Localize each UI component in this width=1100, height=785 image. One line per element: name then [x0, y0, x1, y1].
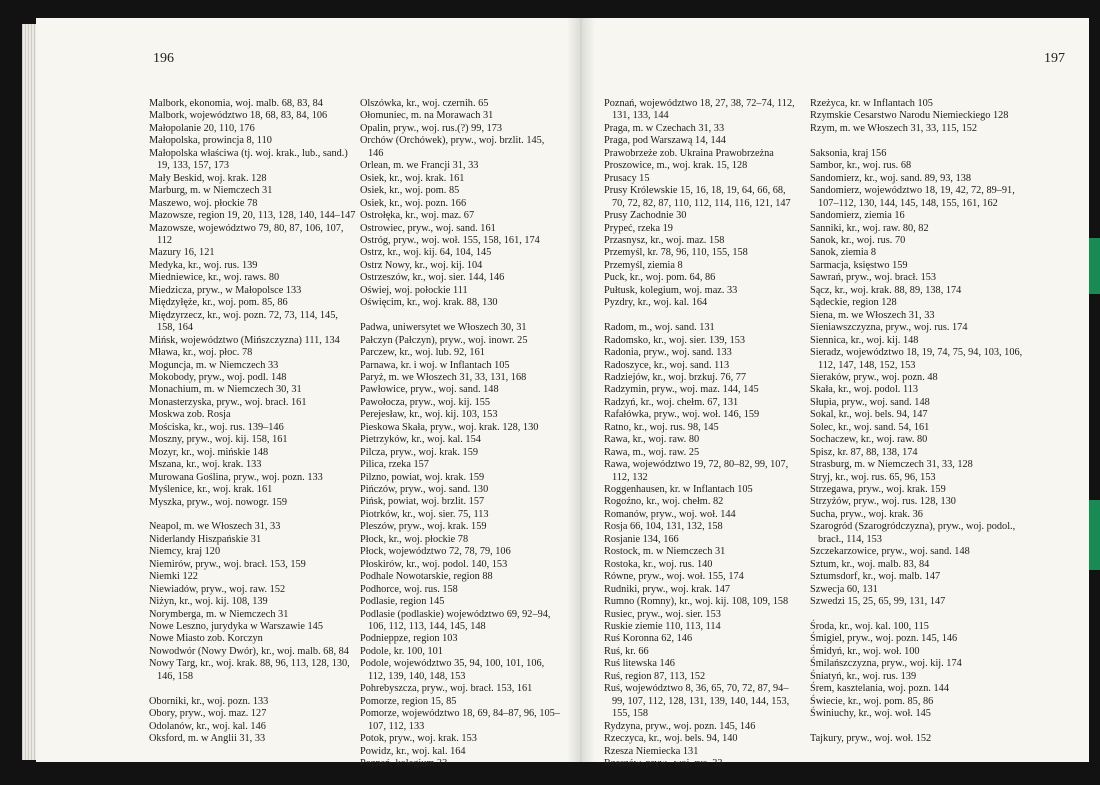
index-entry: Monasterzyska, pryw., woj. bracł. 161	[149, 396, 307, 408]
index-entry: Mały Beskid, woj. krak. 128	[149, 172, 267, 184]
index-entry: Płock, województwo 72, 78, 79, 106	[360, 546, 511, 558]
index-entry: Oświej, woj. połockie 111	[360, 284, 468, 296]
index-entry: Sądeckie, region 128	[810, 297, 897, 309]
index-entry: Marburg, m. w Niemczech 31	[149, 185, 273, 197]
index-entry: Rostoka, kr., woj. rus. 140	[604, 558, 713, 570]
index-entry: Ostrz, kr., woj. kij. 64, 104, 145	[360, 247, 492, 259]
index-entry: Praga, pod Warszawą 14, 144	[604, 135, 726, 147]
index-entry: Paryż, m. we Włoszech 31, 33, 131, 168	[360, 371, 527, 383]
index-entry: Strzyżów, pryw., woj. rus. 128, 130	[810, 496, 956, 508]
section-gap	[810, 609, 1036, 621]
index-entry: Szczekarzowice, pryw., woj. sand. 148	[810, 546, 970, 558]
index-entry: Ostróg, pryw., woj. woł. 155, 158, 161, 174	[360, 234, 540, 246]
index-entry: Rzymskie Cesarstwo Narodu Niemieckiego 128	[810, 110, 1009, 122]
index-entry: Rzeżyca, kr. w Inflantach 105	[810, 98, 933, 109]
index-entry: Poznań, kolegium 33	[360, 758, 448, 769]
index-entry: Ostrołęka, kr., woj. maz. 67	[360, 210, 475, 222]
index-entry: Pohrebyszcza, pryw., woj. bracł. 153, 161	[360, 683, 533, 695]
index-entry: Nowe Miasto zob. Korczyn	[149, 633, 263, 645]
index-entry: Podhorce, woj. rus. 158	[360, 583, 458, 595]
index-entry: Śmidyń, kr., woj. woł. 100	[810, 645, 920, 657]
index-entry: Radomsko, kr., woj. sier. 139, 153	[604, 334, 746, 346]
index-entry: Płock, kr., woj. płockie 78	[360, 533, 469, 545]
index-entry: Niderlandy Hiszpańskie 31	[149, 533, 262, 545]
index-entry: Pomorze, województwo 18, 69, 84–87, 96, 105–107, 112, 133	[360, 708, 560, 732]
left-page	[36, 18, 581, 769]
index-entry: Strzegawa, pryw., woj. krak. 159	[810, 484, 946, 496]
index-entry: Powidz, kr., woj. kal. 164	[360, 745, 466, 757]
index-entry: Ruś, województwo 8, 36, 65, 70, 72, 87, 94–99, 107, 112, 128, 131, 139, 140, 144, 153, 155, 158	[604, 683, 790, 720]
index-entry: Rostock, m. w Niemczech 31	[604, 546, 726, 558]
index-entry: Sandomierz, ziemia 16	[810, 210, 905, 222]
index-entry: Śniatyń, kr., woj. rus. 139	[810, 670, 917, 682]
book-spine	[567, 18, 595, 762]
index-entry: Mszana, kr., woj. krak. 133	[149, 459, 262, 471]
index-entry: Monachium, m. w Niemczech 30, 31	[149, 384, 302, 396]
index-entry: Sanok, ziemia 8	[810, 247, 877, 259]
index-entry: Sieraków, pryw., woj. pozn. 48	[810, 371, 938, 383]
index-entry: Rosjanie 134, 166	[604, 533, 679, 545]
index-entry: Padwa, uniwersytet we Włoszech 30, 31	[360, 322, 527, 334]
index-entry: Oborniki, kr., woj. pozn. 133	[149, 695, 269, 707]
index-entry: Nowe Leszno, jurydyka w Warszawie 145	[149, 621, 323, 633]
index-entry: Rawa, kr., woj. raw. 80	[604, 434, 700, 446]
index-entry: Medyka, kr., woj. rus. 139	[149, 259, 258, 271]
index-entry: Stryj, kr., woj. rus. 65, 96, 153	[810, 471, 936, 483]
index-entry: Mińsk, województwo (Mińszczyzna) 111, 134	[149, 334, 340, 346]
index-entry: Saksonia, kraj 156	[810, 147, 887, 159]
index-entry: Ruskie ziemie 110, 113, 114	[604, 621, 721, 633]
index-entry: Pawołocza, pryw., woj. kij. 155	[360, 396, 491, 408]
index-entry: Mościska, kr., woj. rus. 139–146	[149, 421, 284, 433]
index-entry: Pałczyn (Pałczyn), pryw., woj. inowr. 25	[360, 334, 528, 346]
index-entry: Rzym, m. we Włoszech 31, 33, 115, 152	[810, 122, 978, 134]
index-entry: Tajkury, pryw., woj. woł. 152	[810, 733, 932, 745]
index-entry: Przasnysz, kr., woj. maz. 158	[604, 234, 725, 246]
index-entry: Rzeszów, pryw., woj. rus. 33	[604, 758, 723, 769]
index-entry: Sieniawszczyzna, pryw., woj. rus. 174	[810, 322, 968, 334]
index-entry: Myszka, pryw., woj. nowogr. 159	[149, 496, 288, 508]
index-entry: Norymberga, m. w Niemczech 31	[149, 608, 289, 620]
index-entry: Osiek, kr., woj. pozn. 166	[360, 197, 467, 209]
index-entry: Sarmacja, księstwo 159	[810, 259, 908, 271]
index-entry: Rumno (Romny), kr., woj. kij. 108, 109, 158	[604, 596, 789, 608]
index-entry: Spisz, kr. 87, 88, 138, 174	[810, 446, 918, 458]
index-entry: Siennica, kr., woj. kij. 148	[810, 334, 919, 346]
index-entry: Podhale Nowotarskie, region 88	[360, 571, 493, 583]
index-entry: Mława, kr., woj. płoc. 78	[149, 347, 253, 359]
index-entry: Mazury 16, 121	[149, 247, 215, 259]
index-entry: Ostrzeszów, kr., woj. sier. 144, 146	[360, 272, 505, 284]
index-entry: Ratno, kr., woj. rus. 98, 145	[604, 421, 719, 433]
index-entry: Murowana Goślina, pryw., woj. pozn. 133	[149, 471, 323, 483]
section-gap	[149, 509, 356, 521]
index-entry: Słupia, pryw., woj. sand. 148	[810, 396, 930, 408]
index-entry: Międzyrzecz, kr., woj. pozn. 72, 73, 114, 145, 158, 164	[149, 309, 338, 334]
index-entry: Pleszów, pryw., woj. krak. 159	[360, 521, 487, 533]
index-entry: Mokobody, pryw., woj. podl. 148	[149, 371, 287, 383]
index-entry: Prusy Zachodnie 30	[604, 210, 687, 222]
index-entry: Szwecja 60, 131	[810, 583, 878, 595]
index-entry: Puck, kr., woj. pom. 64, 86	[604, 272, 716, 284]
index-entry: Radom, m., woj. sand. 131	[604, 322, 715, 334]
index-entry: Podlasie (podlaskie) województwo 69, 92–94, 106, 112, 113, 144, 145, 148	[360, 608, 551, 633]
index-entry: Strasburg, m. w Niemczech 31, 33, 128	[810, 459, 973, 471]
index-entry: Rafałówka, pryw., woj. woł. 146, 159	[604, 409, 760, 421]
section-gap	[810, 721, 1036, 733]
index-entry: Sztumsdorf, kr., woj. malb. 147	[810, 571, 941, 583]
index-entry: Prusacy 15	[604, 172, 650, 184]
index-entry: Rusiec, pryw., woj. sier. 153	[604, 608, 721, 620]
index-entry: Międzyłęże, kr., woj. pom. 85, 86	[149, 297, 288, 309]
index-entry: Sokal, kr., woj. bels. 94, 147	[810, 409, 928, 421]
index-entry: Pyzdry, kr., woj. kal. 164	[604, 297, 708, 309]
index-entry: Ruś litewska 146	[604, 658, 675, 670]
index-entry: Podlasie, region 145	[360, 596, 445, 608]
index-entry: Parczew, kr., woj. lub. 92, 161	[360, 347, 485, 359]
index-entry: Przemyśl, kr. 78, 96, 110, 155, 158	[604, 247, 748, 259]
index-entry: Oświęcim, kr., woj. krak. 88, 130	[360, 297, 498, 309]
index-entry: Świecie, kr., woj. pom. 85, 86	[810, 695, 934, 707]
index-entry: Rudniki, pryw., woj. krak. 147	[604, 583, 731, 595]
index-entry: Rzeczyca, kr., woj. bels. 94, 140	[604, 733, 738, 745]
index-entry: Niemki 122	[149, 571, 198, 583]
index-entry: Olszówka, kr., woj. czernih. 65	[360, 98, 489, 109]
index-entry: Malbork, województwo 18, 68, 83, 84, 106	[149, 110, 328, 122]
index-entry: Prusy Królewskie 15, 16, 18, 19, 64, 66, 68, 70, 72, 82, 87, 110, 112, 114, 116, 121, 147	[604, 185, 791, 209]
index-entry: Nowy Targ, kr., woj. krak. 88, 96, 113, 128, 130, 146, 158	[149, 658, 350, 682]
index-entry: Nowodwór (Nowy Dwór), kr., woj. malb. 68, 84	[149, 645, 349, 657]
index-entry: Pilzno, powiat, woj. krak. 159	[360, 471, 485, 483]
index-entry: Praga, m. w Czechach 31, 33	[604, 122, 725, 134]
index-entry: Sambor, kr., woj. rus. 68	[810, 160, 912, 172]
index-entry: Niewiadów, pryw., woj. raw. 152	[149, 583, 286, 595]
index-entry: Radzymin, pryw., woj. maz. 144, 145	[604, 384, 759, 396]
index-entry: Pietrzyków, kr., woj. kal. 154	[360, 434, 481, 446]
index-entry: Sanok, kr., woj. rus. 70	[810, 234, 906, 246]
index-entry: Osiek, kr., woj. krak. 161	[360, 172, 465, 184]
index-entry: Poznań, województwo 18, 27, 38, 72–74, 112, 131, 133, 144	[604, 98, 795, 122]
index-entry: Sawrań, pryw., woj. bracł. 153	[810, 272, 937, 284]
right-page	[581, 18, 1089, 769]
index-entry: Miedzicza, pryw., w Małopolsce 133	[149, 284, 302, 296]
index-entry: Ostrz Nowy, kr., woj. kij. 104	[360, 259, 483, 271]
section-gap	[810, 135, 1036, 147]
index-entry: Prypeć, rzeka 19	[604, 222, 673, 234]
index-entry: Pułtusk, kolegium, woj. maz. 33	[604, 284, 738, 296]
section-gap	[360, 310, 560, 322]
index-entry: Sandomierz, kr., woj. sand. 89, 93, 138	[810, 172, 972, 184]
index-entry: Podole, kr. 100, 101	[360, 645, 443, 657]
index-entry: Parnawa, kr. i woj. w Inflantach 105	[360, 359, 510, 371]
index-entry: Małopolanie 20, 110, 176	[149, 122, 255, 134]
index-entry: Sochaczew, kr., woj. raw. 80	[810, 434, 928, 446]
index-entry: Myślenice, kr., woj. krak. 161	[149, 484, 273, 496]
index-entry: Płoskirów, kr., woj. podol. 140, 153	[360, 558, 508, 570]
index-entry: Mozyr, kr., woj. mińskie 148	[149, 446, 269, 458]
index-entry: Pilcza, pryw., woj. krak. 159	[360, 446, 479, 458]
index-entry: Mazowsze, region 19, 20, 113, 128, 140, 144–147	[149, 210, 356, 222]
index-column	[810, 98, 1036, 770]
index-entry: Prawobrzeże zob. Ukraina Prawobrzeżna	[604, 147, 774, 159]
index-entry: Pawłowice, pryw., woj. sand. 148	[360, 384, 499, 396]
index-entry: Rydzyna, pryw., woj. pozn. 145, 146	[604, 720, 756, 732]
index-entry: Ruś, kr. 66	[604, 645, 649, 657]
index-entry: Sieradz, województwo 18, 19, 74, 75, 94, 103, 106, 112, 147, 148, 152, 153	[810, 347, 1023, 371]
index-entry: Moszny, pryw., woj. kij. 158, 161	[149, 434, 288, 446]
index-entry: Roggenhausen, kr. w Inflantach 105	[604, 484, 753, 496]
index-entry: Równe, pryw., woj. woł. 155, 174	[604, 571, 744, 583]
index-column	[604, 98, 800, 770]
index-entry: Proszowice, m., woj. krak. 15, 128	[604, 160, 748, 172]
index-entry: Orchów (Orchówek), pryw., woj. brzlit. 145, 146	[360, 135, 545, 159]
index-entry: Pieskowa Skała, pryw., woj. krak. 128, 130	[360, 421, 539, 433]
index-entry: Moskwa zob. Rosja	[149, 409, 231, 421]
index-entry: Osiek, kr., woj. pom. 85	[360, 185, 460, 197]
index-entry: Ruś, region 87, 113, 152	[604, 670, 706, 682]
index-entry: Perejesław, kr., woj. kij. 103, 153	[360, 409, 498, 421]
index-entry: Sandomierz, województwo 18, 19, 42, 72, 89–91, 107–112, 130, 144, 145, 148, 155, 161, 162	[810, 185, 1015, 209]
index-entry: Skała, kr., woj. podol. 113	[810, 384, 919, 396]
index-entry: Piotrków, kr., woj. sier. 75, 113	[360, 508, 489, 520]
index-entry: Przemyśl, ziemia 8	[604, 259, 683, 271]
index-entry: Radzyń, kr., woj. chełm. 67, 131	[604, 396, 739, 408]
index-entry: Niemcy, kraj 120	[149, 546, 221, 558]
index-entry: Sanniki, kr., woj. raw. 80, 82	[810, 222, 929, 234]
index-entry: Pińsk, powiat, woj. brzlit. 157	[360, 496, 485, 508]
index-entry: Ruś Koronna 62, 146	[604, 633, 693, 645]
index-entry: Rawa, województwo 19, 72, 80–82, 99, 107, 112, 132	[604, 459, 789, 483]
index-entry: Romanów, pryw., woj. woł. 144	[604, 508, 736, 520]
index-entry: Moguncja, m. w Niemczech 33	[149, 359, 279, 371]
index-entry: Śmilańszczyzna, pryw., woj. kij. 174	[810, 658, 962, 670]
index-entry: Niżyn, kr., woj. kij. 108, 139	[149, 596, 268, 608]
index-entry: Miedniewice, kr., woj. raws. 80	[149, 272, 280, 284]
index-entry: Odolanów, kr., woj. kal. 146	[149, 720, 266, 732]
index-entry: Szarogród (Szarogródczyzna), pryw., woj. podol., bracł., 114, 153	[810, 521, 1016, 545]
index-entry: Śrem, kasztelania, woj. pozn. 144	[810, 683, 949, 695]
section-gap	[604, 310, 800, 322]
index-entry: Rogoźno, kr., woj. chełm. 82	[604, 496, 724, 508]
index-entry: Opalin, pryw., woj. rus.(?) 99, 173	[360, 122, 503, 134]
index-entry: Sucha, pryw., woj. krak. 36	[810, 508, 923, 520]
index-entry: Świniuchy, kr., woj. woł. 145	[810, 708, 931, 720]
page-number: 196	[153, 51, 174, 66]
index-entry: Radonia, pryw., woj. sand. 133	[604, 347, 732, 359]
index-entry: Szwedzi 15, 25, 65, 99, 131, 147	[810, 596, 946, 608]
index-entry: Orlean, m. we Francji 31, 33	[360, 160, 479, 172]
index-entry: Podole, województwo 35, 94, 100, 101, 106, 112, 139, 140, 148, 153	[360, 658, 545, 682]
index-entry: Neapol, m. we Włoszech 31, 33	[149, 521, 281, 533]
index-entry: Radoszyce, kr., woj. sand. 113	[604, 359, 730, 371]
index-entry: Mazowsze, województwo 79, 80, 87, 106, 107, 112	[149, 222, 344, 246]
index-entry: Małopolska, prowincja 8, 110	[149, 135, 272, 147]
index-entry: Siena, m. we Włoszech 31, 33	[810, 309, 935, 321]
index-entry: Radziejów, kr., woj. brzkuj. 76, 77	[604, 371, 747, 383]
index-entry: Solec, kr., woj. sand. 54, 161	[810, 421, 930, 433]
index-entry: Maszewo, woj. płockie 78	[149, 197, 258, 209]
index-entry: Małopolska właściwa (tj. woj. krak., lub., sand.) 19, 133, 157, 173	[149, 147, 348, 172]
index-entry: Oksford, m. w Anglii 31, 33	[149, 733, 266, 745]
index-entry: Ostrowiec, pryw., woj. sand. 161	[360, 222, 496, 234]
index-entry: Podniepрze, region 103	[360, 633, 458, 645]
index-column	[360, 98, 560, 770]
index-entry: Pilica, rzeka 157	[360, 459, 429, 471]
index-entry: Rosja 66, 104, 131, 132, 158	[604, 521, 723, 533]
index-entry: Potok, pryw., woj. krak. 153	[360, 733, 477, 745]
index-entry: Rzesza Niemiecka 131	[604, 745, 699, 757]
index-column	[149, 98, 356, 770]
index-entry: Środa, kr., woj. kal. 100, 115	[810, 621, 929, 632]
page-number: 197	[1044, 51, 1065, 66]
index-entry: Obory, pryw., woj. maz. 127	[149, 708, 267, 720]
section-gap	[149, 683, 356, 695]
index-entry: Malbork, ekonomia, woj. malb. 68, 83, 84	[149, 98, 323, 109]
index-entry: Pomorze, region 15, 85	[360, 695, 457, 707]
index-entry: Pińczów, pryw., woj. sand. 130	[360, 484, 489, 496]
index-entry: Ołomuniec, m. na Morawach 31	[360, 110, 494, 122]
index-entry: Niemirów, pryw., woj. bracł. 153, 159	[149, 558, 306, 570]
index-entry: Rawa, m., woj. raw. 25	[604, 446, 700, 458]
index-entry: Sztum, kr., woj. malb. 83, 84	[810, 558, 930, 570]
index-entry: Śmigiel, pryw., woj. pozn. 145, 146	[810, 633, 958, 645]
index-entry: Sącz, kr., woj. krak. 88, 89, 138, 174	[810, 284, 962, 296]
